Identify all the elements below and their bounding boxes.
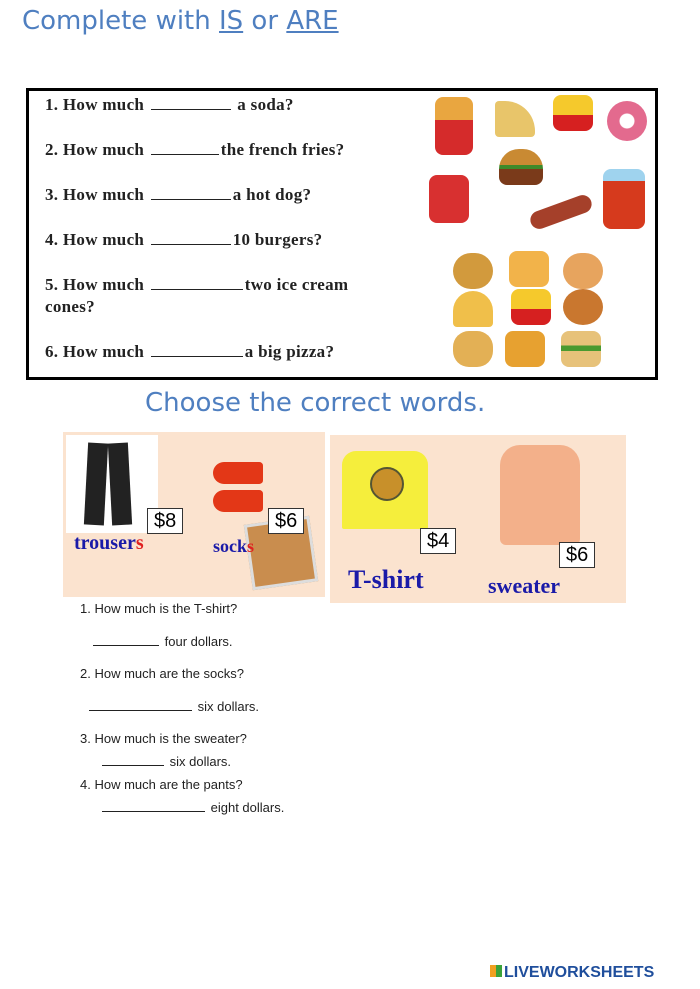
nachos-image [505,331,545,367]
price-tag-trousers: $8 [147,508,183,534]
answer-blank[interactable] [151,108,231,110]
word-sweater: sweater [488,573,561,598]
question-1: 1. How much a soda? [45,95,294,114]
worksheet-title: Complete with IS or ARE [22,6,339,36]
question-2-4: 4. How much are the pants? [80,777,243,792]
sub-sandwich-image [453,331,493,367]
question-5: 5. How much two ice cream [45,275,349,294]
section-subtitle: Choose the correct words. [145,388,486,418]
answer-blank[interactable] [89,709,192,711]
answer-blank[interactable] [151,198,231,200]
tshirt-image [342,451,428,529]
fries-image [553,95,593,131]
question-5-cont: cones? [45,297,95,316]
socks-image-2 [213,490,263,512]
price-tag-sweater: $6 [559,542,595,568]
sausage-image [528,193,594,232]
club-sandwich-image [561,331,601,367]
logo-icon [490,965,502,977]
question-3: 3. How much a hot dog? [45,185,312,204]
coffee-cup-image [603,169,645,229]
word-socks: socks [213,536,255,556]
answer-blank[interactable] [151,355,243,357]
answer-blank[interactable] [102,764,164,766]
donut-image [607,101,647,141]
burger-small-image [453,253,493,289]
answer-blank[interactable] [151,243,231,245]
sweater-image [500,445,580,545]
trousers-image [66,435,158,533]
word-trousers: trousers [74,532,144,554]
chicken-image [563,289,603,325]
socks-image [213,462,263,484]
word-tshirt: T-shirt [348,565,424,594]
pizza-image [509,251,549,287]
exercise-box [26,88,658,380]
price-tag-socks: $6 [268,508,304,534]
taco-image [453,291,493,327]
question-4: 4. How much 10 burgers? [45,230,323,249]
burger-image [499,149,543,185]
price-tag-tshirt: $4 [420,528,456,554]
noodles-image [429,175,469,223]
answer-line-4: eight dollars. [100,800,284,815]
fries-small-image [511,289,551,325]
question-6: 6. How much a big pizza? [45,342,335,361]
question-2-3: 3. How much is the sweater? [80,731,247,746]
answer-blank[interactable] [93,644,159,646]
sandwich-image [495,101,535,137]
question-2-1: 1. How much is the T-shirt? [80,601,238,616]
answer-line-1: four dollars. [91,634,233,649]
answer-blank[interactable] [151,288,243,290]
popcorn-image [435,97,473,155]
answer-line-3: six dollars. [100,754,231,769]
question-2-2: 2. How much are the socks? [80,666,245,681]
answer-line-2: six dollars. [87,699,259,714]
hotdog-image [563,253,603,289]
clothes-panel-left [63,432,325,597]
question-2: 2. How much the french fries? [45,140,345,159]
liveworksheets-logo: LIVEWORKSHEETS [490,964,654,982]
answer-blank[interactable] [102,810,205,812]
answer-blank[interactable] [151,153,219,155]
clothes-panel-right [330,435,626,603]
